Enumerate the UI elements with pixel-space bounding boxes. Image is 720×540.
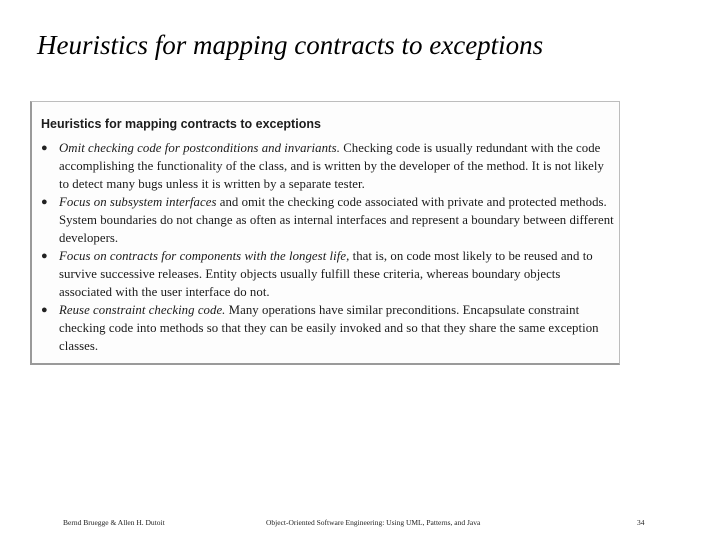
heuristic-body: Checking code is usually redundant with the code accomplishing the functionality of the class, and is written by the developer of the method. It is not likely to detect many bugs unless it is written by a separate tester. — [59, 141, 604, 191]
scanned-textbook-excerpt — [30, 101, 620, 365]
heuristic-item-subsystem-interfaces — [41, 193, 615, 247]
heuristic-lead: Reuse constraint checking code. — [59, 303, 226, 317]
footer-book-title: Object-Oriented Software Engineering: Using UML, Patterns, and Java — [266, 518, 481, 527]
heuristic-item-reuse-checking-code — [41, 301, 615, 355]
heuristic-body: that is, on code most likely to be reused and to survive successive releases. Entity objects usually fulfill these criteria, whereas boundary objects associated with the user interface do not. — [59, 249, 593, 299]
footer-authors: Bernd Bruegge & Allen H. Dutoit — [63, 518, 165, 527]
heuristic-item-postconditions — [41, 139, 615, 193]
footer-page-number: 34 — [637, 518, 645, 527]
heuristic-lead: Omit checking code for postconditions and invariants. — [59, 141, 340, 155]
heuristic-text — [59, 301, 615, 355]
heuristic-body: Many operations have similar preconditions. Encapsulate constraint checking code into methods so that they can be easily invoked and so that they share the same exception classes. — [59, 303, 599, 353]
heuristic-text — [59, 139, 615, 193]
heuristic-text — [59, 193, 615, 247]
heuristic-lead: Focus on contracts for components with the longest life, — [59, 249, 350, 263]
slide-title: Heuristics for mapping contracts to exceptions — [37, 30, 544, 60]
heuristics-list — [41, 139, 615, 355]
bullet-icon: ● — [41, 250, 48, 262]
bullet-icon: ● — [41, 196, 48, 208]
bullet-icon: ● — [41, 142, 48, 154]
heuristic-lead: Focus on subsystem interfaces — [59, 195, 217, 209]
bullet-icon: ● — [41, 304, 48, 316]
excerpt-heading: Heuristics for mapping contracts to exceptions — [41, 117, 321, 131]
heuristic-body: and omit the checking code associated with private and protected methods. System boundaries do not change as often as internal interfaces and represent a boundary between different developers. — [59, 195, 614, 245]
heuristic-item-longest-life — [41, 247, 615, 301]
heuristic-text — [59, 247, 615, 301]
